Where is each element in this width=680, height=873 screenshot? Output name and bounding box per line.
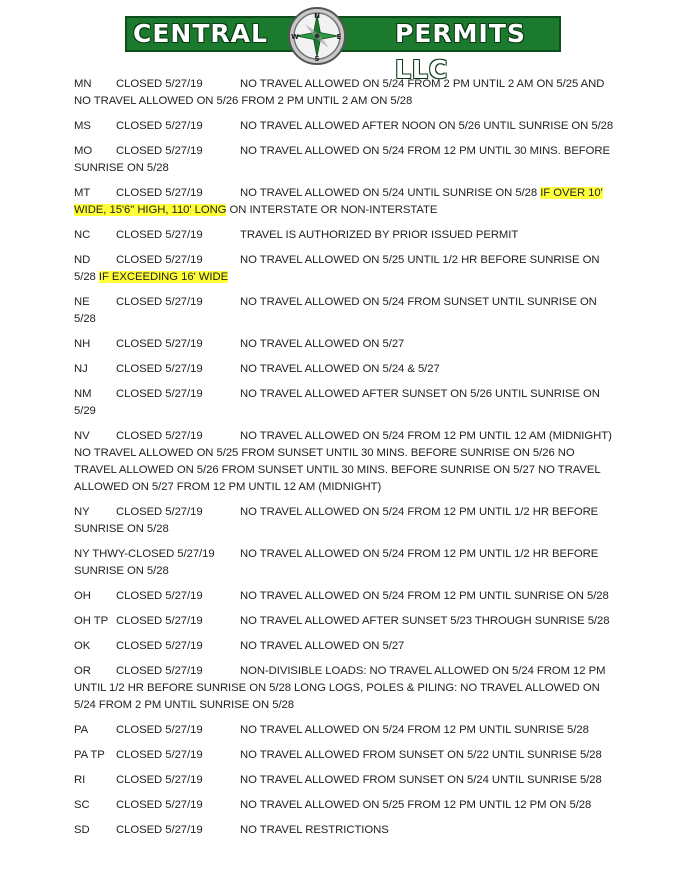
status-text: CLOSED 5/27/19 xyxy=(116,665,203,677)
state-code: MO xyxy=(74,145,93,157)
status-text: CLOSED 5/27/19 xyxy=(116,78,203,90)
status-text: CLOSED 5/27/19 xyxy=(116,590,203,602)
restriction-row xyxy=(74,294,614,328)
state-code: PA xyxy=(74,724,89,736)
state-code: MT xyxy=(74,187,91,199)
restriction-text: NO TRAVEL ALLOWED ON 5/25 FROM 12 PM UNTIL 12 PM ON 5/28 xyxy=(240,799,592,811)
status-text: CLOSED 5/27/19 xyxy=(116,774,203,786)
status-text: CLOSED 5/27/19 xyxy=(116,187,203,199)
restriction-row xyxy=(74,638,614,655)
restriction-row xyxy=(74,227,614,244)
restriction-row xyxy=(74,428,614,496)
restrictions-list xyxy=(74,76,614,847)
status-text: CLOSED 5/27/19 xyxy=(116,229,203,241)
status-text: CLOSED 5/27/19 xyxy=(116,363,203,375)
state-code: OH xyxy=(74,590,91,602)
status-text: CLOSED 5/27/19 xyxy=(116,615,203,627)
state-code: NM xyxy=(74,388,92,400)
company-banner xyxy=(125,10,561,84)
compass-e-letter: E xyxy=(336,33,342,41)
restriction-text: NO TRAVEL ALLOWED ON 5/24 FROM 12 PM UNTIL 12 AM (MIDNIGHT) NO TRAVEL ALLOWED ON 5/25 FROM SUNSET UNTIL 30 MINS. BEFORE SUNRISE ON 5/26 NO TRAVEL ALLOWED ON 5/26 FROM SUNSET UNTIL 30 MINS. BEFORE SUNRISE ON 5/27 NO TRAVEL ALLOWED ON 5/27 FROM 12 PM UNTIL 12 AM (MIDNIGHT) xyxy=(74,430,612,493)
restriction-row xyxy=(74,386,614,420)
state-code: OH TP xyxy=(74,615,109,627)
status-text: CLOSED 5/27/19 xyxy=(116,506,203,518)
highlighted-condition: IF EXCEEDING 16' WIDE xyxy=(98,271,229,283)
restriction-row xyxy=(74,118,614,135)
restriction-text: NO TRAVEL ALLOWED ON 5/24 FROM 2 PM UNTIL 2 AM ON 5/25 AND NO TRAVEL ALLOWED ON 5/26 FROM 2 PM UNTIL 2 AM ON 5/28 xyxy=(74,78,605,107)
restriction-row xyxy=(74,336,614,353)
state-code: RI xyxy=(74,774,86,786)
restriction-text: NON-DIVISIBLE LOADS: NO TRAVEL ALLOWED ON 5/24 FROM 12 PM UNTIL 1/2 HR BEFORE SUNRISE ON 5/28 LONG LOGS, POLES & PILING: NO TRAVEL ALLOWED ON 5/24 FROM 2 PM UNTIL SUNRISE ON 5/28 xyxy=(74,665,606,711)
status-text: CLOSED 5/27/19 xyxy=(116,749,203,761)
restriction-row xyxy=(74,588,614,605)
restriction-row xyxy=(74,76,614,110)
restriction-row xyxy=(74,722,614,739)
restriction-row xyxy=(74,143,614,177)
restriction-text: TRAVEL IS AUTHORIZED BY PRIOR ISSUED PERMIT xyxy=(240,229,519,241)
restriction-text: NO TRAVEL ALLOWED FROM SUNSET ON 5/22 UNTIL SUNRISE 5/28 xyxy=(240,749,602,761)
restriction-row xyxy=(74,663,614,714)
restriction-text: NO TRAVEL ALLOWED ON 5/24 FROM 12 PM UNTIL SUNRISE 5/28 xyxy=(240,724,589,736)
restriction-text: NO TRAVEL ALLOWED AFTER NOON ON 5/26 UNTIL SUNRISE ON 5/28 xyxy=(240,120,614,132)
restriction-text: NO TRAVEL ALLOWED ON 5/24 & 5/27 xyxy=(240,363,440,375)
status-text: CLOSED 5/27/19 xyxy=(116,296,203,308)
highlighted-condition: IF OVER 10' WIDE, 15'6" HIGH, 110' LONG xyxy=(74,187,603,216)
restriction-text: NO TRAVEL ALLOWED ON 5/24 FROM SUNSET UNTIL SUNRISE ON 5/28 xyxy=(74,296,597,325)
restriction-row xyxy=(74,772,614,789)
status-text: CLOSED 5/27/19 xyxy=(116,120,203,132)
status-text: CLOSED 5/27/19 xyxy=(116,640,203,652)
status-text: CLOSED 5/27/19 xyxy=(116,430,203,442)
state-code: NY xyxy=(74,506,90,518)
state-code: NJ xyxy=(74,363,88,375)
restriction-text-after: ON INTERSTATE OR NON-INTERSTATE xyxy=(226,204,438,216)
restriction-row xyxy=(74,822,614,839)
status-text: CLOSED 5/27/19 xyxy=(116,388,203,400)
restriction-text: NO TRAVEL ALLOWED ON 5/27 xyxy=(240,640,405,652)
state-code: NY THWY- xyxy=(74,548,129,560)
compass-icon xyxy=(281,6,353,66)
restriction-row xyxy=(74,613,614,630)
status-text: CLOSED 5/27/19 xyxy=(116,724,203,736)
compass-w-letter: W xyxy=(291,33,299,41)
state-code: NH xyxy=(74,338,91,350)
state-code: PA TP xyxy=(74,749,105,761)
state-code: NE xyxy=(74,296,90,308)
banner-left-text: CENTRAL xyxy=(133,19,268,48)
banner-right-text: PERMITS LLC xyxy=(395,19,526,84)
restriction-row xyxy=(74,747,614,764)
restriction-row xyxy=(74,797,614,814)
compass-n-letter: N xyxy=(314,12,320,20)
restriction-text: NO TRAVEL ALLOWED ON 5/24 UNTIL SUNRISE ON 5/28 xyxy=(240,187,541,199)
status-text: CLOSED 5/27/19 xyxy=(116,338,203,350)
restriction-text: NO TRAVEL ALLOWED ON 5/25 UNTIL 1/2 HR BEFORE SUNRISE ON 5/28 xyxy=(74,254,600,283)
state-code: NC xyxy=(74,229,91,241)
restriction-row xyxy=(74,361,614,378)
compass-s-letter: S xyxy=(314,55,320,63)
restriction-text: NO TRAVEL ALLOWED ON 5/24 FROM 12 PM UNTIL 30 MINS. BEFORE SUNRISE ON 5/28 xyxy=(74,145,610,174)
state-code: SD xyxy=(74,824,90,836)
status-text: CLOSED 5/27/19 xyxy=(116,254,203,266)
restriction-text: NO TRAVEL ALLOWED ON 5/27 xyxy=(240,338,405,350)
status-text: CLOSED 5/27/19 xyxy=(128,548,215,560)
state-code: MS xyxy=(74,120,91,132)
state-code: SC xyxy=(74,799,90,811)
restriction-text: NO TRAVEL RESTRICTIONS xyxy=(240,824,389,836)
restriction-text: NO TRAVEL ALLOWED AFTER SUNSET ON 5/26 UNTIL SUNRISE ON 5/29 xyxy=(74,388,600,417)
state-code: ND xyxy=(74,254,91,266)
status-text: CLOSED 5/27/19 xyxy=(116,799,203,811)
restriction-row xyxy=(74,252,614,286)
state-code: NV xyxy=(74,430,90,442)
restriction-row xyxy=(74,546,614,580)
state-code: MN xyxy=(74,78,92,90)
restriction-row xyxy=(74,185,614,219)
restriction-text: NO TRAVEL ALLOWED FROM SUNSET ON 5/24 UNTIL SUNRISE 5/28 xyxy=(240,774,602,786)
restriction-text: NO TRAVEL ALLOWED ON 5/24 FROM 12 PM UNTIL 1/2 HR BEFORE SUNRISE ON 5/28 xyxy=(74,506,599,535)
status-text: CLOSED 5/27/19 xyxy=(116,145,203,157)
restriction-row xyxy=(74,504,614,538)
status-text: CLOSED 5/27/19 xyxy=(116,824,203,836)
restriction-text: NO TRAVEL ALLOWED ON 5/24 FROM 12 PM UNTIL SUNRISE ON 5/28 xyxy=(240,590,609,602)
state-code: OR xyxy=(74,665,91,677)
restriction-text: NO TRAVEL ALLOWED AFTER SUNSET 5/23 THROUGH SUNRISE 5/28 xyxy=(240,615,610,627)
state-code: OK xyxy=(74,640,91,652)
restriction-text: NO TRAVEL ALLOWED ON 5/24 FROM 12 PM UNTIL 1/2 HR BEFORE SUNRISE ON 5/28 xyxy=(74,548,599,577)
